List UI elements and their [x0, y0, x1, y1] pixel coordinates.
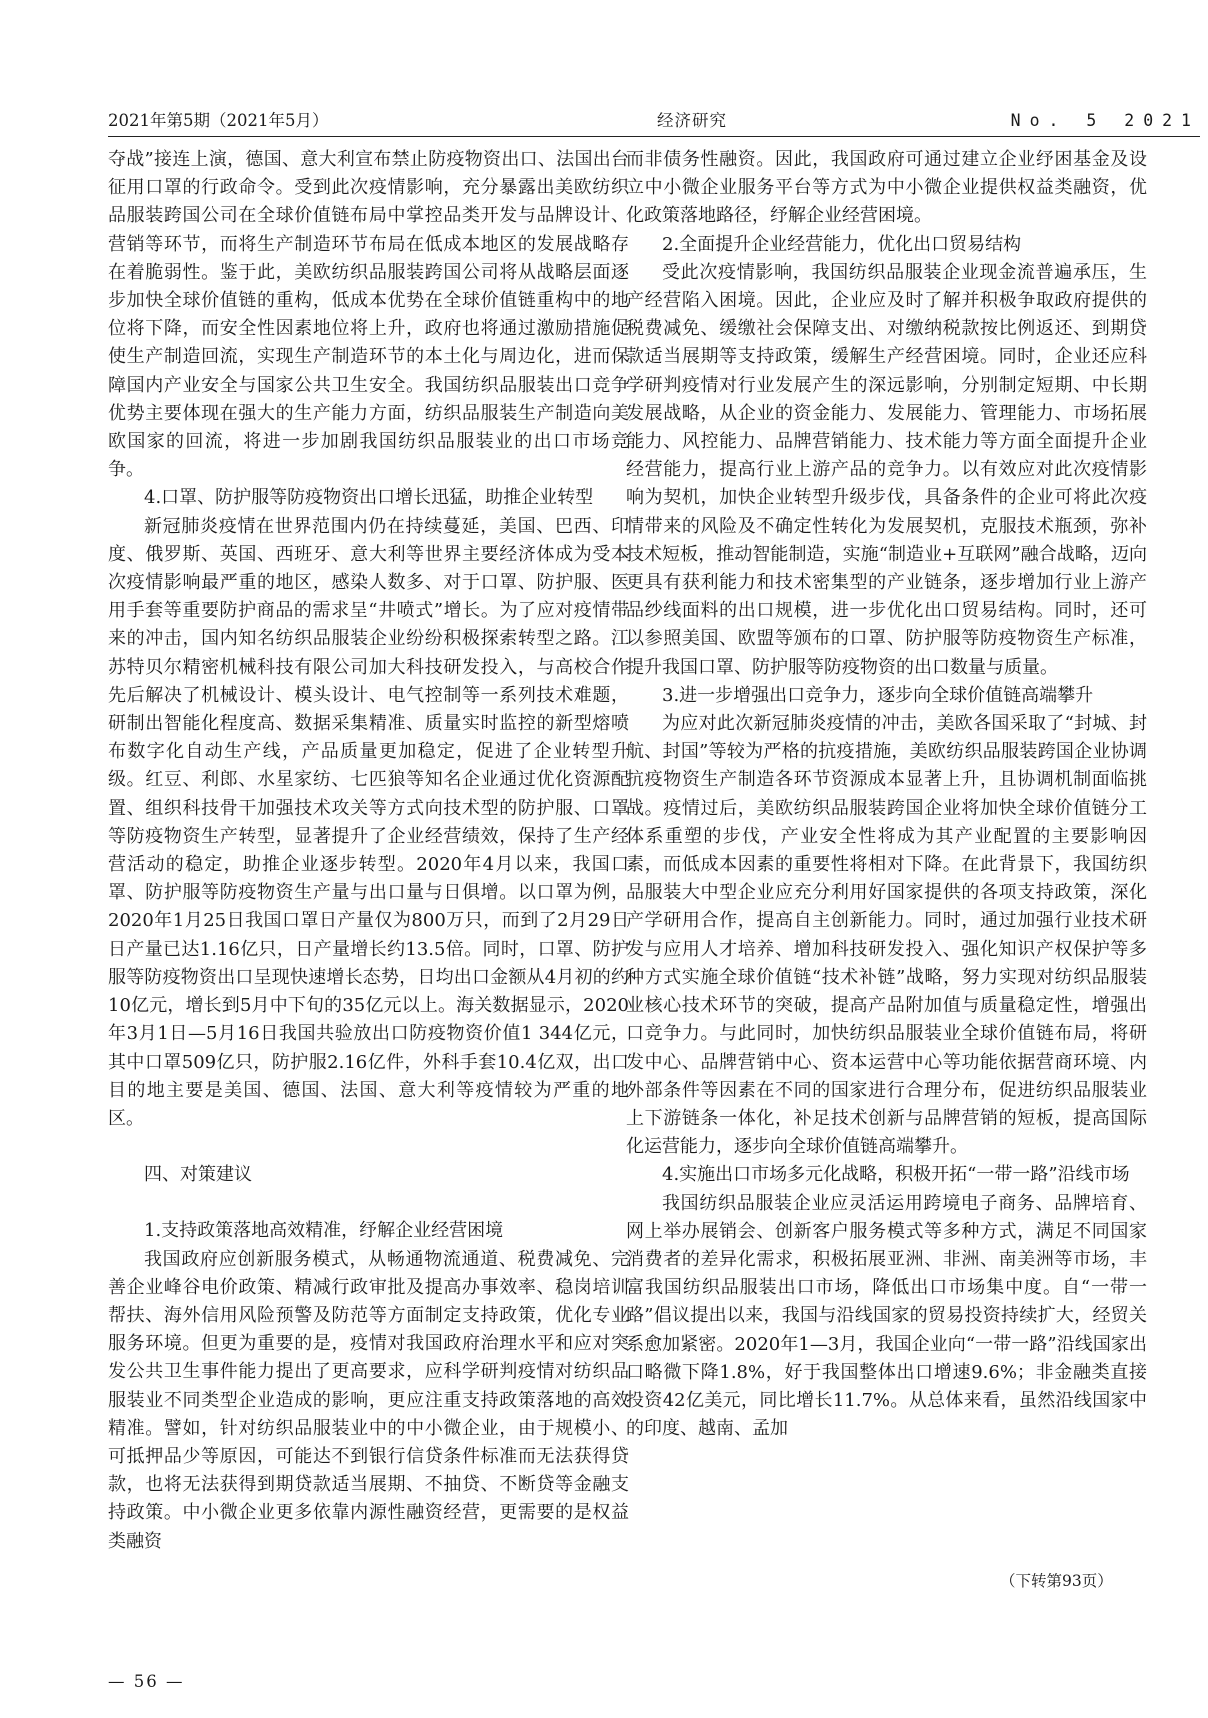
paragraph: 而非债务性融资。因此，我国政府可通过建立企业纾困基金及设立中小微企业服务平台等方式为中小微企业提供权益类融资，优化政策落地路径，纾解企业经营困境。	[626, 149, 1147, 227]
paragraph: 我国政府应创新服务模式，从畅通物流通道、税费减免、完善企业峰谷电价政策、精减行政审批及提高办事效率、稳岗培训帮扶、海外信用风险预警及防范等方面制定支持政策，优化专业服务环境。但更为重要的是，疫情对我国政府治理水平和应对突发公共卫生事件能力提出了更高要求，应科学研判疫情对纺织品服装业不同类型企业造成的影响，更应注重支持政策落地的高效精准。譬如，针对纺织品服装业中的中小微企业，由于规模小、可抵押品少等原因，可能达不到银行信贷条件标准而无法获得贷款，也将无法获得到期贷款适当展期、不抽贷、不断贷等金融支持政策。中小微企业更多依靠内源性融资经营，更需要的是权益类融资	[108, 1248, 629, 1552]
right-column	[626, 146, 1147, 1443]
volume-info: No. 5 2021	[1010, 111, 1200, 130]
journal-name: 经济研究	[657, 111, 727, 130]
issue-info: 2021年第5期（2021年5月）	[108, 111, 329, 130]
subsection-heading: 4.口罩、防护服等防疫物资出口增长迅猛，助推企业转型	[144, 487, 594, 509]
section-heading: 四、对策建议	[144, 1164, 252, 1186]
running-header	[108, 106, 1200, 137]
left-column	[108, 146, 629, 1556]
subsection-heading: 3.进一步增强出口竞争力，逐步向全球价值链高端攀升	[662, 684, 1094, 706]
subsection-heading: 4.实施出口市场多元化战略，积极开拓“一带一路”沿线市场	[662, 1164, 1130, 1186]
page-number: — 56 —	[108, 1672, 185, 1691]
subsection-heading: 1.支持政策落地高效精准，纾解企业经营困境	[144, 1220, 504, 1242]
paragraph: 新冠肺炎疫情在世界范围内仍在持续蔓延，美国、巴西、印度、俄罗斯、英国、西班牙、意大利等世界主要经济体成为受本次疫情影响最严重的地区，感染人数多、对于口罩、防护服、医用手套等重要防护商品的需求呈“井喷式”增长。为了应对疫情带来的冲击，国内知名纺织品服装企业纷纷积极探索转型之路。江苏特贝尔精密机械科技有限公司加大科技研发投入，与高校合作先后解决了机械设计、模头设计、电气控制等一系列技术难题，研制出智能化程度高、数据采集精准、质量实时监控的新型熔喷布数字化自动生产线，产品质量更加稳定，促进了企业转型升级。红豆、利郎、水星家纺、七匹狼等知名企业通过优化资源配置、组织科技骨干加强技术攻关等方式向技术型的防护服、口罩等防疫物资生产转型，显著提升了企业经营绩效，保持了生产经营活动的稳定，助推企业逐步转型。2020年4月以来，我国口罩、防护服等防疫物资生产量与出口量与日俱增。以口罩为例，2020年1月25日我国口罩日产量仅为800万只，而到了2月29日日产量已达1.16亿只，日产量增长约13.5倍。同时，口罩、防护服等防疫物资出口呈现快速增长态势，日均出口金额从4月初的约10亿元，增长到5月中下旬的35亿元以上。海关数据显示，2020年3月1日—5月16日我国共验放出口防疫物资价值1 344亿元，其中口罩509亿只，防护服2.16亿件，外科手套10.4亿双，出口目的地主要是美国、德国、法国、意大利等疫情较为严重的地区。	[108, 515, 629, 1129]
paragraph: 受此次疫情影响，我国纺织品服装企业现金流普遍承压，生产经营陷入困境。因此，企业应及时了解并积极争取政府提供的税费减免、缓缴社会保障支出、对缴纳税款按比例返还、到期贷款适当展期等支持政策，缓解生产经营困境。同时，企业还应科学研判疫情对行业发展产生的深远影响，分别制定短期、中长期发展战略，从企业的资金能力、发展能力、管理能力、市场拓展能力、风控能力、品牌营销能力、技术能力等方面全面提升企业经营能力，提高行业上游产品的竞争力。以有效应对此次疫情影响为契机，加快企业转型升级步伐，具备条件的企业可将此次疫情带来的风险及不确定性转化为发展契机，克服技术瓶颈，弥补技术短板，推动智能制造，实施“制造业+互联网”融合战略，迈向更具有获利能力和技术密集型的产业链条，逐步增加行业上游产品纱线面料的出口规模，进一步优化出口贸易结构。同时，还可以参照美国、欧盟等颁布的口罩、防护服等防疫物资生产标准，提升我国口罩、防护服等防疫物资的出口数量与质量。	[626, 261, 1147, 678]
paragraph: 夺战”接连上演，德国、意大利宣布禁止防疫物资出口、法国出台征用口罩的行政命令。受到此次疫情影响，充分暴露出美欧纺织品服装跨国公司在全球价值链布局中掌控品类开发与品牌设计、营销等环节，而将生产制造环节布局在低成本地区的发展战略存在着脆弱性。鉴于此，美欧纺织品服装跨国公司将从战略层面逐步加快全球价值链的重构，低成本优势在全球价值链重构中的地位将下降，而安全性因素地位将上升，政府也将通过激励措施促使生产制造回流，实现生产制造环节的本土化与周边化，进而保障国内产业安全与国家公共卫生安全。我国纺织品服装出口竞争优势主要体现在强大的生产能力方面，纺织品服装生产制造向美欧国家的回流，将进一步加剧我国纺织品服装业的出口市场竞争。	[108, 149, 629, 481]
paragraph: 为应对此次新冠肺炎疫情的冲击，美欧各国采取了“封城、封航、封国”等较为严格的抗疫措施，美欧纺织品服装跨国企业协调抗疫物资生产制造各环节资源成本显著上升，且协调机制面临挑战。疫情过后，美欧纺织品服装跨国企业将加快全球价值链分工体系重塑的步伐，产业安全性将成为其产业配置的主要影响因素，而低成本因素的重要性将相对下降。在此背景下，我国纺织品服装大中型企业应充分利用好国家提供的各项支持政策，深化产学研用合作，提高自主创新能力。同时，通过加强行业技术研发与应用人才培养、增加科技研发投入、强化知识产权保护等多种方式实施全球价值链“技术补链”战略，努力实现对纺织品服装业核心技术环节的突破，提高产品附加值与质量稳定性，增强出口竞争力。与此同时，加快纺织品服装业全球价值链布局，将研发中心、品牌营销中心、资本运营中心等功能依据营商环境、内外部条件等因素在不同的国家进行合理分布，促进纺织品服装业上下游链条一体化，补足技术创新与品牌营销的短板，提高国际化运营能力，逐步向全球价值链高端攀升。	[626, 713, 1147, 1158]
paragraph: 我国纺织品服装企业应灵活运用跨境电子商务、品牌培育、网上举办展销会、创新客户服务模式等多种方式，满足不同国家消费者的差异化需求，积极拓展亚洲、非洲、南美洲等市场，丰富我国纺织品服装出口市场，降低出口市场集中度。自“一带一路”倡议提出以来，我国与沿线国家的贸易投资持续扩大，经贸关系愈加紧密。2020年1—3月，我国企业向“一带一路”沿线国家出口略微下降1.8%，好于我国整体出口增速9.6%；非金融类直接投资42亿美元，同比增长11.7%。从总体来看，虽然沿线国家中的印度、越南、孟加	[626, 1192, 1147, 1440]
continued-note: （下转第93页）	[1000, 1572, 1113, 1590]
subsection-heading: 2.全面提升企业经营能力，优化出口贸易结构	[662, 233, 1022, 255]
